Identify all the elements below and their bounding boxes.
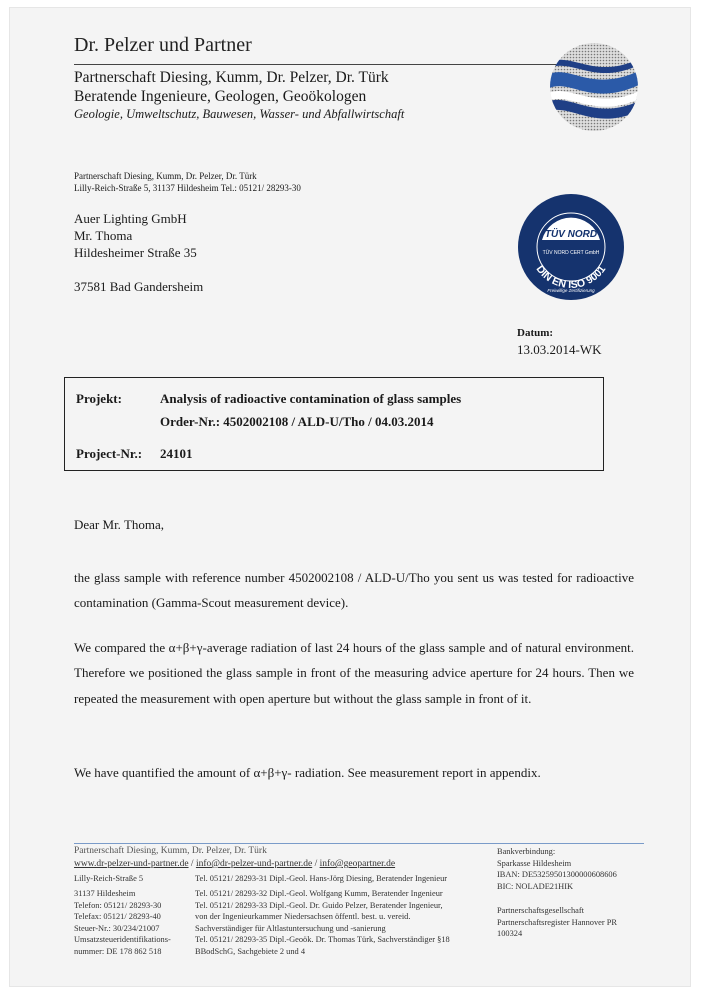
footer-links — [74, 859, 395, 871]
seal-bottom-text: Freiwillige Zertifizierung — [547, 288, 595, 293]
project-title: Analysis of radioactive contamination of glass samples — [160, 391, 462, 406]
firm-partnership-line: Partnerschaft Diesing, Kumm, Dr. Pelzer, Dr. Türk — [74, 69, 389, 86]
footer-contact-column — [74, 888, 171, 958]
footer-email-link-2[interactable]: info@geopartner.de — [319, 859, 396, 869]
recipient-city: 37581 Bad Gandersheim — [74, 279, 204, 294]
footer-website-link[interactable]: www.dr-pelzer-und-partner.de — [74, 859, 189, 869]
firm-professions-line: Beratende Ingenieure, Geologen, Geoökologen — [74, 88, 367, 105]
salutation: Dear Mr. Thoma, — [74, 517, 165, 532]
footer-contact-line: nummer: DE 178 862 518 — [74, 946, 162, 956]
body-paragraph-2: We compared the α+β+γ-average radiation of last 24 hours of the glass sample and of natural environment. Therefore we positioned the glass sample in front of the measuring advice aperture for 24 hours. Then we repeated the measurement with open aperture but without the glass sample in front of it. — [74, 640, 634, 706]
footer-partners-column — [195, 888, 450, 958]
date-value: 13.03.2014-WK — [517, 342, 602, 357]
footer-contact-line: Steuer-Nr.: 30/234/21007 — [74, 923, 160, 933]
footer-street: Lilly-Reich-Straße 5 — [74, 874, 144, 883]
footer-registry-column — [497, 905, 617, 940]
footer-contact-line: Telefon: 05121/ 28293-30 — [74, 900, 162, 910]
seal-top-text: TÜV NORD — [544, 229, 598, 240]
project-number-value: 24101 — [160, 446, 193, 461]
header-divider — [74, 64, 560, 65]
project-order-number: Order-Nr.: 4502002108 / ALD-U/Tho / 04.03.2014 — [160, 414, 434, 429]
letter-page — [10, 8, 690, 986]
footer-separator: / — [190, 859, 194, 869]
footer-registry-line: Partnerschaftsgesellschaft — [497, 906, 584, 915]
footer-partner-line: von der Ingenieurkammer Niedersachsen öffentl. best. u. vereid. — [195, 912, 411, 922]
footer-divider — [74, 843, 644, 844]
date-label: Datum: — [517, 327, 554, 339]
firm-fields-line: Geologie, Umweltschutz, Bauwesen, Wasser- und Abfallwirtschaft — [74, 107, 405, 121]
footer-email-link-1[interactable]: info@dr-pelzer-und-partner.de — [195, 859, 313, 869]
tuv-certification-seal-icon — [516, 192, 626, 302]
footer-partner-line-top: Tel. 05121/ 28293-31 Dipl.-Geol. Hans-Jörg Diesing, Beratender Ingenieur — [195, 874, 448, 883]
recipient-person: Mr. Thoma — [74, 228, 133, 243]
sender-line-name: Partnerschaft Diesing, Kumm, Dr. Pelzer, Dr. Türk — [74, 171, 257, 181]
footer-partner-line: Sachverständiger für Altlastuntersuchung und -sanierung — [195, 923, 386, 933]
footer-bank-line: IBAN: DE53259501300000608606 — [497, 870, 617, 880]
company-logo-icon — [548, 38, 640, 136]
firm-name: Dr. Pelzer und Partner — [74, 34, 252, 56]
seal-middle-text: TÜV NORD CERT GmbH — [542, 250, 600, 256]
project-label: Projekt: — [76, 391, 122, 406]
footer-bank-column — [497, 846, 617, 892]
footer-contact-line: Telefax: 05121/ 28293-40 — [74, 912, 161, 922]
footer-bank-line: Bankverbindung: — [497, 847, 556, 856]
footer-partner-line: Tel. 05121/ 28293-32 Dipl.-Geol. Wolfgang Kumm, Beratender Ingenieur — [195, 889, 443, 898]
footer-partner-line: Tel. 05121/ 28293-35 Dipl.-Geoök. Dr. Thomas Türk, Sachverständiger §18 — [195, 935, 450, 945]
footer-registry-line: 100324 — [497, 929, 523, 939]
footer-contact-line: 31137 Hildesheim — [74, 889, 136, 898]
footer-bank-line: Sparkasse Hildesheim — [497, 858, 572, 868]
footer-bank-line: BIC: NOLADE21HIK — [497, 881, 574, 891]
body-paragraph-3: We have quantified the amount of α+β+γ- radiation. See measurement report in appendix. — [74, 765, 541, 780]
footer-partner-line: BBodSchG, Sachgebiete 2 und 4 — [195, 946, 306, 956]
recipient-street: Hildesheimer Straße 35 — [74, 245, 197, 260]
seal-arc-text: DIN EN ISO 9001 — [533, 263, 609, 292]
footer-firm: Partnerschaft Diesing, Kumm, Dr. Pelzer, Dr. Türk — [74, 846, 267, 856]
body-paragraph-1: the glass sample with reference number 4502002108 / ALD-U/Tho you sent us was tested for radioactive contamination (Gamma-Scout measurement device). — [74, 570, 634, 611]
sender-line-address: Lilly-Reich-Straße 5, 31137 Hildesheim Tel.: 05121/ 28293-30 — [74, 183, 301, 193]
footer-separator: / — [314, 859, 318, 869]
footer-registry-line: Partnerschaftsregister Hannover PR — [497, 917, 618, 927]
recipient-company: Auer Lighting GmbH — [74, 211, 187, 226]
project-number-label: Project-Nr.: — [76, 446, 143, 461]
footer-contact-line: Umsatzsteueridentifikations- — [74, 935, 171, 945]
footer-partner-line: Tel. 05121/ 28293-33 Dipl.-Geol. Dr. Guido Pelzer, Beratender Ingenieur, — [195, 900, 443, 910]
